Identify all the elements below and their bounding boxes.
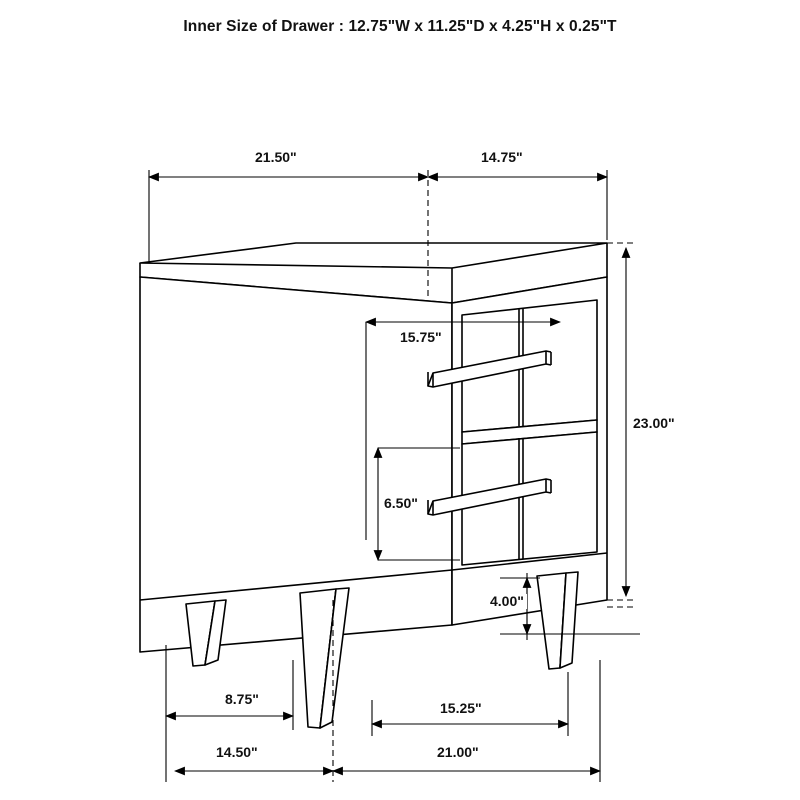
dim-label-drawer-width: 15.75": [397, 330, 445, 345]
dim-label-top-depth-side: 14.75": [478, 150, 526, 165]
dim-label-overall-height: 23.00": [630, 416, 678, 431]
dim-label-base-front-width: 15.25": [437, 701, 485, 716]
dim-label-leg-height: 4.00": [487, 594, 527, 609]
nightstand-body: [140, 243, 607, 728]
dim-label-bottom-front-width: 21.00": [434, 745, 482, 760]
dim-label-drawer-stack-height: 6.50": [381, 496, 421, 511]
page-title: Inner Size of Drawer : 12.75"W x 11.25"D x 4.25"H x 0.25"T: [183, 18, 617, 35]
dim-label-leg-inset: 8.75": [222, 692, 262, 707]
dim-label-top-width-front: 21.50": [252, 150, 300, 165]
dim-label-bottom-side-width: 14.50": [213, 745, 261, 760]
